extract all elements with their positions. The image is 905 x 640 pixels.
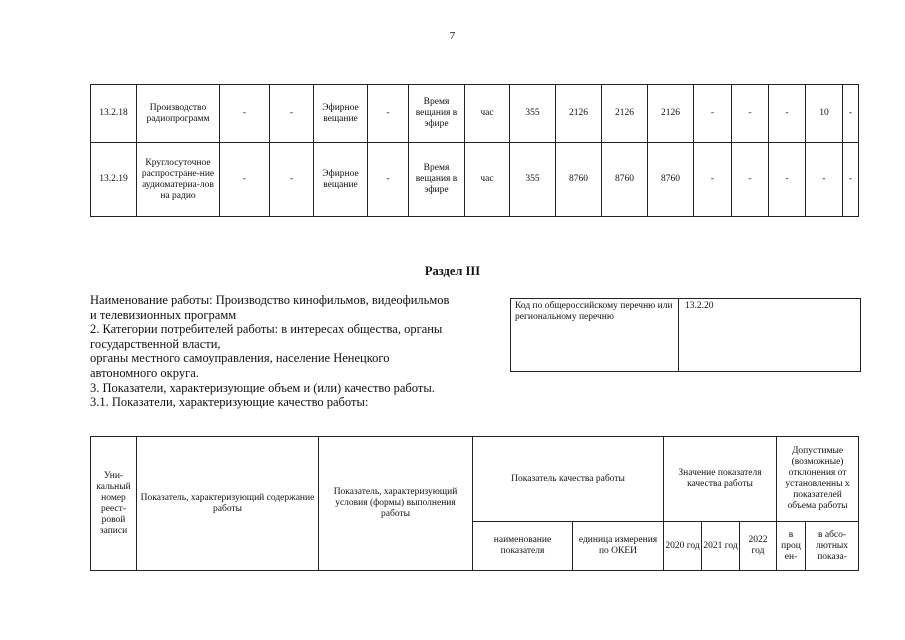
quality-table-header — [91, 437, 859, 571]
cell-value: - — [843, 143, 859, 217]
page-number: 7 — [449, 30, 456, 42]
cell-value: - — [769, 143, 806, 217]
header-content: Показатель, характеризующий содержание работы — [137, 437, 319, 571]
cell-value: - — [694, 143, 732, 217]
unit-name: час — [465, 143, 510, 217]
work-form: Эфирное вещание — [314, 143, 368, 217]
description-line: 2. Категории потребителей работы: в интересах общества, органы — [90, 322, 443, 337]
work-form: Эфирное вещание — [314, 85, 368, 143]
cell-value: - — [769, 85, 806, 143]
description-line: 3. Показатели, характеризующие объем и (или) качество работы. — [90, 380, 435, 395]
section-description — [90, 293, 510, 410]
subheader-percent: в проц ен- — [777, 522, 806, 571]
cell-value: - — [843, 85, 859, 143]
description-line: государственной власти, — [90, 336, 221, 351]
cell-value: - — [220, 85, 270, 143]
registry-code-box — [510, 298, 861, 372]
cell-value: - — [732, 85, 769, 143]
registry-code: 13.2.19 — [91, 143, 137, 217]
cell-value: - — [368, 143, 409, 217]
unit-name: час — [465, 85, 510, 143]
value-cell: 8760 — [556, 143, 602, 217]
work-content: Круглосуточное распростране-ние аудиоматериа-лов на радио — [137, 143, 220, 217]
header-row — [91, 437, 859, 522]
value-cell: 2126 — [556, 85, 602, 143]
registry-code: 13.2.18 — [91, 85, 137, 143]
cell-value: - — [270, 85, 314, 143]
subheader-2021: 2021 год — [702, 522, 740, 571]
subheader-unit: единица измерения по ОКЕИ — [573, 522, 664, 571]
cell-value: - — [694, 85, 732, 143]
value-cell: 2126 — [648, 85, 694, 143]
header-registry: Уни-кальный номер реест-ровой записи — [91, 437, 137, 571]
indicator-name: Время вещания в эфире — [409, 143, 465, 217]
description-line: 3.1. Показатели, характеризующие качество работы: — [90, 395, 369, 410]
indicator-name: Время вещания в эфире — [409, 85, 465, 143]
cell-value: - — [270, 143, 314, 217]
header-quality: Показатель качества работы — [473, 437, 664, 522]
work-volume-table-body — [91, 85, 859, 217]
subheader-absolute: в абсо-лютных показа- — [806, 522, 859, 571]
cell-value: - — [220, 143, 270, 217]
subheader-2022: 2022 год — [740, 522, 777, 571]
value-cell: 8760 — [648, 143, 694, 217]
work-volume-table — [90, 84, 859, 217]
value-cell: 2126 — [602, 85, 648, 143]
header-values: Значение показателя качества работы — [664, 437, 777, 522]
work-content: Производство радиопрограмм — [137, 85, 220, 143]
description-line: Наименование работы: Производство кинофильмов, видеофильмов — [90, 293, 450, 307]
registry-code-value: 13.2.20 — [685, 301, 714, 311]
cell-value: - — [732, 143, 769, 217]
quality-indicators-table — [90, 436, 859, 571]
cell-value: - — [806, 143, 843, 217]
okei-code: 355 — [510, 143, 556, 217]
registry-code-label: Код по общероссийскому перечню или региональному перечню — [511, 299, 679, 371]
cell-value: - — [368, 85, 409, 143]
value-cell: 8760 — [602, 143, 648, 217]
description-line: органы местного самоуправления, население Ненецкого — [90, 351, 390, 366]
description-line: и телевизионных программ — [90, 307, 237, 322]
description-line: автономного округа. — [90, 365, 199, 380]
subheader-name: наименование показателя — [473, 522, 573, 571]
subheader-2020: 2020 год — [664, 522, 702, 571]
table-row — [91, 143, 859, 217]
header-deviation: Допустимые (возможные) отклонения от установленны х показателей объема работы — [777, 437, 859, 522]
section-title: Раздел III — [424, 264, 481, 278]
okei-code: 355 — [510, 85, 556, 143]
table-row — [91, 85, 859, 143]
header-conditions: Показатель, характеризующий условия (формы) выполнения работы — [319, 437, 473, 571]
deviation-cell: 10 — [806, 85, 843, 143]
